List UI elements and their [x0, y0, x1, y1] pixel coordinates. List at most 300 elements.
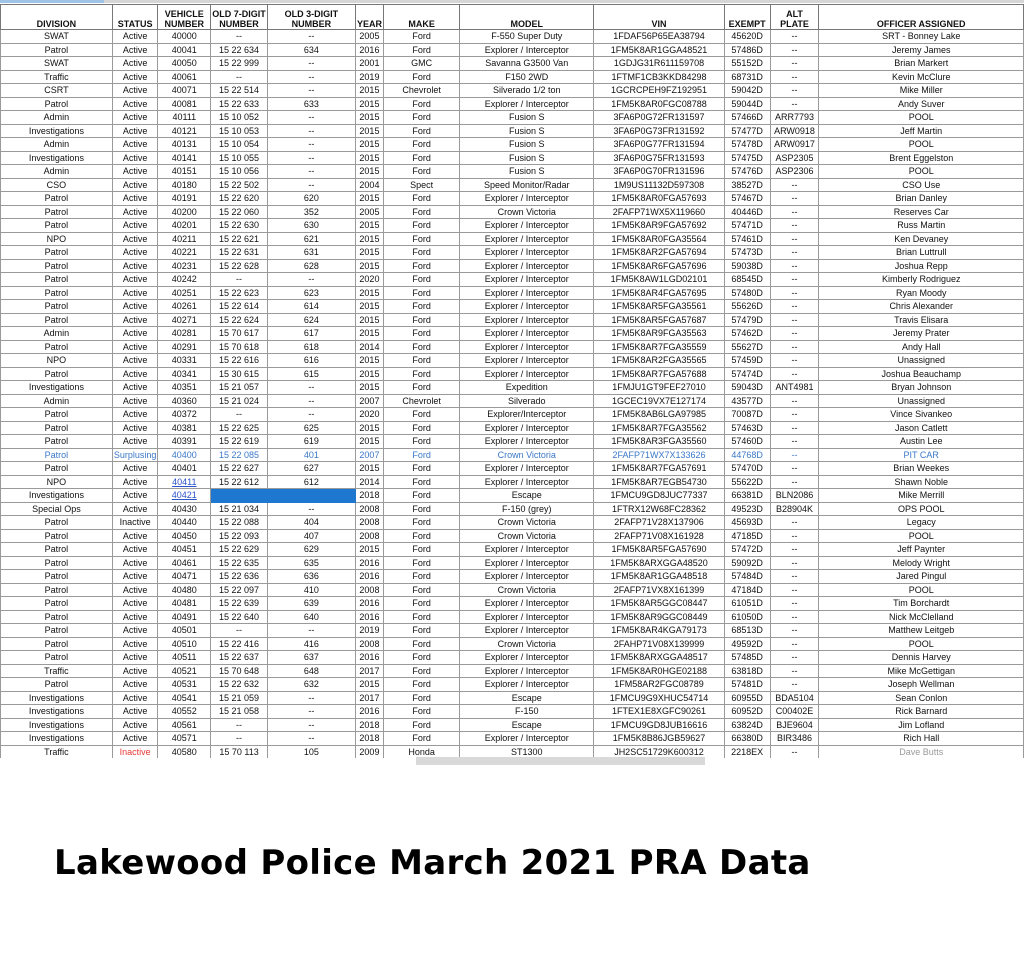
table-row[interactable] — [1, 138, 1024, 152]
cell-make[interactable]: Ford — [383, 651, 459, 665]
table-row[interactable] — [1, 421, 1024, 435]
cell-vin[interactable]: 1FM5K8ARXGGA48520 — [594, 556, 724, 570]
cell-year[interactable]: 2008 — [355, 502, 383, 516]
cell-exempt[interactable]: 57485D — [724, 651, 770, 665]
header-make[interactable]: MAKE — [383, 5, 459, 30]
cell-old-7-digit[interactable]: 15 10 054 — [211, 138, 268, 152]
cell-division[interactable]: Patrol — [1, 435, 113, 449]
cell-vin[interactable]: 1FM5K8AR7FGA57688 — [594, 367, 724, 381]
cell-alt-plate[interactable]: -- — [770, 408, 819, 422]
table-row[interactable] — [1, 151, 1024, 165]
cell-model[interactable]: Explorer / Interceptor — [460, 651, 594, 665]
cell-division[interactable]: Patrol — [1, 678, 113, 692]
cell-division[interactable]: Investigations — [1, 151, 113, 165]
cell-division[interactable]: Investigations — [1, 124, 113, 138]
cell-vehicle-number[interactable]: 40461 — [158, 556, 211, 570]
table-row[interactable] — [1, 205, 1024, 219]
cell-model[interactable]: Explorer / Interceptor — [460, 43, 594, 57]
cell-vin[interactable]: 1FM5K8AR1GGA48518 — [594, 570, 724, 584]
cell-officer[interactable]: Vince Sivankeo — [819, 408, 1024, 422]
cell-exempt[interactable]: 47184D — [724, 583, 770, 597]
cell-old-7-digit[interactable]: -- — [211, 489, 268, 503]
cell-alt-plate[interactable]: -- — [770, 745, 819, 758]
cell-vehicle-number[interactable]: 40081 — [158, 97, 211, 111]
cell-make[interactable]: Ford — [383, 435, 459, 449]
table-row[interactable] — [1, 448, 1024, 462]
cell-make[interactable]: Chevrolet — [383, 394, 459, 408]
cell-vin[interactable]: 1FM5K8B86JGB59627 — [594, 732, 724, 746]
cell-vehicle-number[interactable]: 40000 — [158, 30, 211, 44]
cell-old-3-digit[interactable]: 407 — [267, 529, 355, 543]
cell-model[interactable]: Crown Victoria — [460, 516, 594, 530]
cell-old-7-digit[interactable]: 15 22 612 — [211, 475, 268, 489]
cell-exempt[interactable]: 57481D — [724, 678, 770, 692]
header-officer-assigned[interactable]: OFFICER ASSIGNED — [819, 5, 1024, 30]
cell-make[interactable]: GMC — [383, 57, 459, 71]
cell-status[interactable]: Active — [112, 583, 158, 597]
cell-officer[interactable]: POOL — [819, 637, 1024, 651]
cell-exempt[interactable]: 43577D — [724, 394, 770, 408]
cell-officer[interactable]: Jeremy James — [819, 43, 1024, 57]
cell-officer[interactable]: Brian Danley — [819, 192, 1024, 206]
cell-old-3-digit[interactable]: -- — [267, 489, 355, 503]
cell-make[interactable]: Ford — [383, 165, 459, 179]
cell-model[interactable]: Explorer / Interceptor — [460, 624, 594, 638]
cell-status[interactable]: Active — [112, 489, 158, 503]
cell-division[interactable]: Patrol — [1, 367, 113, 381]
table-row[interactable] — [1, 732, 1024, 746]
cell-make[interactable]: Ford — [383, 705, 459, 719]
cell-division[interactable]: Patrol — [1, 300, 113, 314]
cell-alt-plate[interactable]: -- — [770, 205, 819, 219]
cell-year[interactable]: 2008 — [355, 583, 383, 597]
cell-alt-plate[interactable]: -- — [770, 232, 819, 246]
table-row[interactable] — [1, 178, 1024, 192]
table-row[interactable] — [1, 84, 1024, 98]
active-sheet-tab[interactable] — [0, 0, 104, 3]
cell-officer[interactable]: Legacy — [819, 516, 1024, 530]
cell-vin[interactable]: 1FM5K8AR0FGA57693 — [594, 192, 724, 206]
cell-year[interactable]: 2018 — [355, 489, 383, 503]
cell-vehicle-number[interactable]: 40242 — [158, 273, 211, 287]
cell-officer[interactable]: Jason Catlett — [819, 421, 1024, 435]
cell-old-7-digit[interactable]: -- — [211, 732, 268, 746]
cell-officer[interactable]: Dennis Harvey — [819, 651, 1024, 665]
cell-division[interactable]: CSRT — [1, 84, 113, 98]
cell-division[interactable]: Patrol — [1, 259, 113, 273]
cell-model[interactable]: F150 2WD — [460, 70, 594, 84]
cell-make[interactable]: Ford — [383, 624, 459, 638]
table-row[interactable] — [1, 43, 1024, 57]
cell-status[interactable]: Active — [112, 678, 158, 692]
cell-division[interactable]: Admin — [1, 138, 113, 152]
cell-officer[interactable]: Jeff Paynter — [819, 543, 1024, 557]
cell-old-7-digit[interactable]: 15 22 416 — [211, 637, 268, 651]
cell-officer[interactable]: Brian Markert — [819, 57, 1024, 71]
header-alt-plate[interactable]: ALT PLATE — [770, 5, 819, 30]
cell-status[interactable]: Active — [112, 43, 158, 57]
table-row[interactable] — [1, 192, 1024, 206]
cell-exempt[interactable]: 38527D — [724, 178, 770, 192]
cell-old-7-digit[interactable]: 15 22 636 — [211, 570, 268, 584]
cell-old-7-digit[interactable]: 15 21 057 — [211, 381, 268, 395]
cell-officer[interactable]: Reserves Car — [819, 205, 1024, 219]
table-row[interactable] — [1, 246, 1024, 260]
cell-alt-plate[interactable]: -- — [770, 421, 819, 435]
cell-division[interactable]: Patrol — [1, 192, 113, 206]
cell-model[interactable]: F-550 Super Duty — [460, 30, 594, 44]
cell-old-7-digit[interactable]: 15 22 627 — [211, 462, 268, 476]
cell-model[interactable]: Fusion S — [460, 165, 594, 179]
cell-year[interactable]: 2004 — [355, 178, 383, 192]
cell-status[interactable]: Active — [112, 111, 158, 125]
table-row[interactable] — [1, 583, 1024, 597]
cell-vehicle-number[interactable]: 40201 — [158, 219, 211, 233]
cell-exempt[interactable]: 44768D — [724, 448, 770, 462]
cell-make[interactable]: Ford — [383, 691, 459, 705]
cell-officer[interactable]: Travis Elisara — [819, 313, 1024, 327]
cell-exempt[interactable]: 57472D — [724, 543, 770, 557]
cell-model[interactable]: Explorer / Interceptor — [460, 367, 594, 381]
cell-year[interactable]: 2015 — [355, 232, 383, 246]
cell-exempt[interactable]: 57466D — [724, 111, 770, 125]
cell-vin[interactable]: 1FMCU9G9XHUC54714 — [594, 691, 724, 705]
cell-vehicle-number[interactable]: 40121 — [158, 124, 211, 138]
cell-model[interactable]: Explorer / Interceptor — [460, 192, 594, 206]
cell-year[interactable]: 2008 — [355, 516, 383, 530]
cell-old-7-digit[interactable]: 15 22 502 — [211, 178, 268, 192]
cell-make[interactable]: Ford — [383, 30, 459, 44]
cell-vehicle-number[interactable]: 40450 — [158, 529, 211, 543]
cell-make[interactable]: Ford — [383, 313, 459, 327]
header-model[interactable]: MODEL — [460, 5, 594, 30]
table-row[interactable] — [1, 30, 1024, 44]
cell-officer[interactable]: POOL — [819, 111, 1024, 125]
cell-year[interactable]: 2007 — [355, 448, 383, 462]
cell-officer[interactable]: Jeremy Prater — [819, 327, 1024, 341]
cell-vin[interactable]: 1FM5K8AW1LGD02101 — [594, 273, 724, 287]
cell-alt-plate[interactable]: -- — [770, 313, 819, 327]
cell-year[interactable]: 2019 — [355, 70, 383, 84]
cell-year[interactable]: 2008 — [355, 637, 383, 651]
cell-year[interactable]: 2016 — [355, 570, 383, 584]
cell-model[interactable]: Fusion S — [460, 111, 594, 125]
cell-model[interactable]: Explorer / Interceptor — [460, 732, 594, 746]
cell-officer[interactable]: Jeff Martin — [819, 124, 1024, 138]
cell-division[interactable]: Patrol — [1, 421, 113, 435]
cell-vin[interactable]: 1FM5K8AR7EGB54730 — [594, 475, 724, 489]
cell-vin[interactable]: 3FA6P0G75FR131593 — [594, 151, 724, 165]
cell-old-7-digit[interactable]: 15 21 024 — [211, 394, 268, 408]
cell-division[interactable]: Patrol — [1, 597, 113, 611]
cell-officer[interactable]: PIT CAR — [819, 448, 1024, 462]
cell-model[interactable]: Explorer / Interceptor — [460, 597, 594, 611]
cell-vin[interactable]: 1FM5K8AR9FGA35563 — [594, 327, 724, 341]
cell-alt-plate[interactable]: -- — [770, 597, 819, 611]
cell-status[interactable]: Active — [112, 651, 158, 665]
cell-exempt[interactable]: 63818D — [724, 664, 770, 678]
cell-make[interactable]: Ford — [383, 570, 459, 584]
cell-vin[interactable]: 1FM5K8AR6FGA57696 — [594, 259, 724, 273]
cell-officer[interactable]: Mike McGettigan — [819, 664, 1024, 678]
cell-model[interactable]: Explorer / Interceptor — [460, 327, 594, 341]
cell-old-7-digit[interactable]: 15 22 624 — [211, 313, 268, 327]
cell-division[interactable]: Patrol — [1, 408, 113, 422]
cell-year[interactable]: 2015 — [355, 219, 383, 233]
cell-alt-plate[interactable]: -- — [770, 651, 819, 665]
cell-old-7-digit[interactable]: 15 22 097 — [211, 583, 268, 597]
cell-old-3-digit[interactable]: -- — [267, 408, 355, 422]
cell-year[interactable]: 2015 — [355, 421, 383, 435]
cell-vehicle-number[interactable]: 40251 — [158, 286, 211, 300]
cell-make[interactable]: Ford — [383, 219, 459, 233]
cell-exempt[interactable]: 47185D — [724, 529, 770, 543]
cell-vehicle-number[interactable]: 40391 — [158, 435, 211, 449]
cell-officer[interactable]: Rick Barnard — [819, 705, 1024, 719]
cell-division[interactable]: Traffic — [1, 70, 113, 84]
cell-old-7-digit[interactable]: 15 10 053 — [211, 124, 268, 138]
table-row[interactable] — [1, 300, 1024, 314]
cell-year[interactable]: 2015 — [355, 246, 383, 260]
cell-old-3-digit[interactable]: -- — [267, 718, 355, 732]
cell-make[interactable]: Ford — [383, 192, 459, 206]
cell-vehicle-number[interactable]: 40372 — [158, 408, 211, 422]
cell-make[interactable]: Honda — [383, 745, 459, 758]
cell-old-3-digit[interactable]: -- — [267, 111, 355, 125]
table-row[interactable] — [1, 462, 1024, 476]
cell-old-3-digit[interactable]: 614 — [267, 300, 355, 314]
cell-old-3-digit[interactable]: 627 — [267, 462, 355, 476]
cell-year[interactable]: 2015 — [355, 124, 383, 138]
cell-old-3-digit[interactable]: 617 — [267, 327, 355, 341]
cell-alt-plate[interactable]: -- — [770, 178, 819, 192]
cell-model[interactable]: Explorer / Interceptor — [460, 273, 594, 287]
cell-officer[interactable]: Sean Conlon — [819, 691, 1024, 705]
cell-old-3-digit[interactable]: 621 — [267, 232, 355, 246]
table-row[interactable] — [1, 111, 1024, 125]
cell-alt-plate[interactable]: -- — [770, 448, 819, 462]
cell-division[interactable]: Admin — [1, 111, 113, 125]
cell-division[interactable]: Patrol — [1, 529, 113, 543]
table-row[interactable] — [1, 435, 1024, 449]
cell-old-7-digit[interactable]: 15 22 093 — [211, 529, 268, 543]
cell-old-3-digit[interactable]: 639 — [267, 597, 355, 611]
cell-old-7-digit[interactable]: 15 22 634 — [211, 43, 268, 57]
cell-model[interactable]: Explorer / Interceptor — [460, 678, 594, 692]
cell-make[interactable]: Ford — [383, 124, 459, 138]
cell-vehicle-number[interactable]: 40131 — [158, 138, 211, 152]
cell-vin[interactable]: 1M9US11132D597308 — [594, 178, 724, 192]
table-row[interactable] — [1, 165, 1024, 179]
cell-officer[interactable]: Kevin McClure — [819, 70, 1024, 84]
cell-vehicle-number[interactable]: 40471 — [158, 570, 211, 584]
cell-old-3-digit[interactable]: 635 — [267, 556, 355, 570]
cell-division[interactable]: Patrol — [1, 637, 113, 651]
cell-exempt[interactable]: 45620D — [724, 30, 770, 44]
cell-old-3-digit[interactable]: -- — [267, 57, 355, 71]
cell-old-3-digit[interactable]: -- — [267, 502, 355, 516]
cell-status[interactable]: Active — [112, 556, 158, 570]
cell-model[interactable]: Crown Victoria — [460, 637, 594, 651]
cell-vin[interactable]: 1FMJU1GT9FEF27010 — [594, 381, 724, 395]
table-row[interactable] — [1, 516, 1024, 530]
cell-vehicle-number[interactable]: 40401 — [158, 462, 211, 476]
cell-vehicle-number[interactable]: 40501 — [158, 624, 211, 638]
cell-vin[interactable]: 1FM5K8AR3FGA35560 — [594, 435, 724, 449]
cell-old-3-digit[interactable]: 630 — [267, 219, 355, 233]
cell-officer[interactable]: Brian Weekes — [819, 462, 1024, 476]
cell-vin[interactable]: 1FM5K8AR4FGA57695 — [594, 286, 724, 300]
cell-officer[interactable]: Brian Luttrull — [819, 246, 1024, 260]
cell-old-3-digit[interactable]: -- — [267, 705, 355, 719]
cell-exempt[interactable]: 68513D — [724, 624, 770, 638]
cell-year[interactable]: 2015 — [355, 286, 383, 300]
cell-year[interactable]: 2016 — [355, 556, 383, 570]
cell-make[interactable]: Ford — [383, 556, 459, 570]
cell-officer[interactable]: Andy Suver — [819, 97, 1024, 111]
cell-old-3-digit[interactable]: -- — [267, 124, 355, 138]
table-row[interactable] — [1, 718, 1024, 732]
cell-division[interactable]: Patrol — [1, 624, 113, 638]
cell-make[interactable]: Ford — [383, 502, 459, 516]
cell-alt-plate[interactable]: -- — [770, 678, 819, 692]
cell-alt-plate[interactable]: -- — [770, 516, 819, 530]
cell-make[interactable]: Ford — [383, 70, 459, 84]
table-row[interactable] — [1, 273, 1024, 287]
cell-alt-plate[interactable]: -- — [770, 529, 819, 543]
cell-old-7-digit[interactable]: 15 70 648 — [211, 664, 268, 678]
cell-model[interactable]: Explorer / Interceptor — [460, 259, 594, 273]
cell-division[interactable]: Investigations — [1, 489, 113, 503]
cell-year[interactable]: 2015 — [355, 678, 383, 692]
cell-officer[interactable]: Jim Lofland — [819, 718, 1024, 732]
cell-old-3-digit[interactable]: 631 — [267, 246, 355, 260]
cell-alt-plate[interactable]: BLN2086 — [770, 489, 819, 503]
cell-exempt[interactable]: 70087D — [724, 408, 770, 422]
cell-old-3-digit[interactable]: 105 — [267, 745, 355, 758]
cell-old-7-digit[interactable]: 15 21 058 — [211, 705, 268, 719]
table-row[interactable] — [1, 475, 1024, 489]
cell-make[interactable]: Spect — [383, 178, 459, 192]
cell-old-7-digit[interactable]: 15 22 625 — [211, 421, 268, 435]
cell-old-3-digit[interactable]: 612 — [267, 475, 355, 489]
cell-status[interactable]: Active — [112, 543, 158, 557]
table-row[interactable] — [1, 529, 1024, 543]
cell-status[interactable]: Active — [112, 138, 158, 152]
cell-vin[interactable]: 1FM5K8AR0FGA35564 — [594, 232, 724, 246]
cell-vin[interactable]: 2FAFP71V08X161928 — [594, 529, 724, 543]
cell-model[interactable]: Explorer / Interceptor — [460, 543, 594, 557]
cell-division[interactable]: Patrol — [1, 651, 113, 665]
cell-status[interactable]: Active — [112, 192, 158, 206]
cell-exempt[interactable]: 55622D — [724, 475, 770, 489]
cell-exempt[interactable]: 55627D — [724, 340, 770, 354]
cell-vehicle-number[interactable]: 40291 — [158, 340, 211, 354]
cell-year[interactable]: 2007 — [355, 394, 383, 408]
cell-old-7-digit[interactable]: 15 22 635 — [211, 556, 268, 570]
cell-old-7-digit[interactable]: -- — [211, 718, 268, 732]
cell-year[interactable]: 2015 — [355, 151, 383, 165]
cell-vin[interactable]: 1FM5K8AR0FGC08788 — [594, 97, 724, 111]
cell-status[interactable]: Active — [112, 421, 158, 435]
cell-alt-plate[interactable]: -- — [770, 462, 819, 476]
cell-vin[interactable]: 1FM5K8AR7FGA57691 — [594, 462, 724, 476]
table-row[interactable] — [1, 624, 1024, 638]
cell-division[interactable]: Special Ops — [1, 502, 113, 516]
cell-year[interactable]: 2016 — [355, 651, 383, 665]
cell-division[interactable]: NPO — [1, 354, 113, 368]
cell-alt-plate[interactable]: -- — [770, 97, 819, 111]
cell-vehicle-number[interactable]: 40271 — [158, 313, 211, 327]
cell-alt-plate[interactable]: ANT4981 — [770, 381, 819, 395]
cell-alt-plate[interactable]: -- — [770, 570, 819, 584]
cell-old-7-digit[interactable]: 15 70 618 — [211, 340, 268, 354]
cell-model[interactable]: Crown Victoria — [460, 448, 594, 462]
cell-old-7-digit[interactable]: -- — [211, 408, 268, 422]
cell-year[interactable]: 2015 — [355, 313, 383, 327]
cell-alt-plate[interactable]: -- — [770, 286, 819, 300]
cell-model[interactable]: Silverado 1/2 ton — [460, 84, 594, 98]
table-row[interactable] — [1, 97, 1024, 111]
cell-exempt[interactable]: 49592D — [724, 637, 770, 651]
cell-exempt[interactable]: 59044D — [724, 97, 770, 111]
table-row[interactable] — [1, 502, 1024, 516]
cell-old-7-digit[interactable]: 15 22 616 — [211, 354, 268, 368]
cell-make[interactable]: Ford — [383, 232, 459, 246]
cell-old-3-digit[interactable]: -- — [267, 273, 355, 287]
cell-model[interactable]: Explorer / Interceptor — [460, 340, 594, 354]
cell-division[interactable]: Patrol — [1, 556, 113, 570]
cell-status[interactable]: Active — [112, 394, 158, 408]
cell-alt-plate[interactable]: -- — [770, 637, 819, 651]
cell-vin[interactable]: 1FM5K8AR9GGC08449 — [594, 610, 724, 624]
cell-status[interactable]: Active — [112, 502, 158, 516]
cell-vin[interactable]: 1FM5K8AR5GGC08447 — [594, 597, 724, 611]
cell-model[interactable]: Explorer / Interceptor — [460, 421, 594, 435]
cell-vehicle-number[interactable]: 40440 — [158, 516, 211, 530]
cell-alt-plate[interactable]: C00402E — [770, 705, 819, 719]
cell-division[interactable]: Patrol — [1, 43, 113, 57]
table-row[interactable] — [1, 327, 1024, 341]
table-row[interactable] — [1, 70, 1024, 84]
cell-old-7-digit[interactable]: 15 22 088 — [211, 516, 268, 530]
cell-vin[interactable]: 1FM5K8AR2FGA35565 — [594, 354, 724, 368]
cell-make[interactable]: Ford — [383, 583, 459, 597]
cell-model[interactable]: Crown Victoria — [460, 529, 594, 543]
cell-status[interactable]: Active — [112, 151, 158, 165]
cell-alt-plate[interactable]: -- — [770, 367, 819, 381]
cell-make[interactable]: Ford — [383, 421, 459, 435]
cell-division[interactable]: Traffic — [1, 664, 113, 678]
cell-model[interactable]: Explorer / Interceptor — [460, 475, 594, 489]
cell-status[interactable]: Active — [112, 529, 158, 543]
cell-old-3-digit[interactable]: -- — [267, 381, 355, 395]
cell-exempt[interactable]: 59038D — [724, 259, 770, 273]
table-row[interactable] — [1, 705, 1024, 719]
cell-old-7-digit[interactable]: 15 22 999 — [211, 57, 268, 71]
cell-officer[interactable]: Nick McClelland — [819, 610, 1024, 624]
cell-model[interactable]: Explorer / Interceptor — [460, 556, 594, 570]
table-row[interactable] — [1, 381, 1024, 395]
cell-model[interactable]: Explorer / Interceptor — [460, 219, 594, 233]
cell-make[interactable]: Ford — [383, 448, 459, 462]
cell-old-3-digit[interactable]: 628 — [267, 259, 355, 273]
cell-division[interactable]: Patrol — [1, 340, 113, 354]
cell-year[interactable]: 2015 — [355, 84, 383, 98]
cell-status[interactable]: Active — [112, 475, 158, 489]
cell-make[interactable]: Ford — [383, 529, 459, 543]
cell-exempt[interactable]: 63824D — [724, 718, 770, 732]
